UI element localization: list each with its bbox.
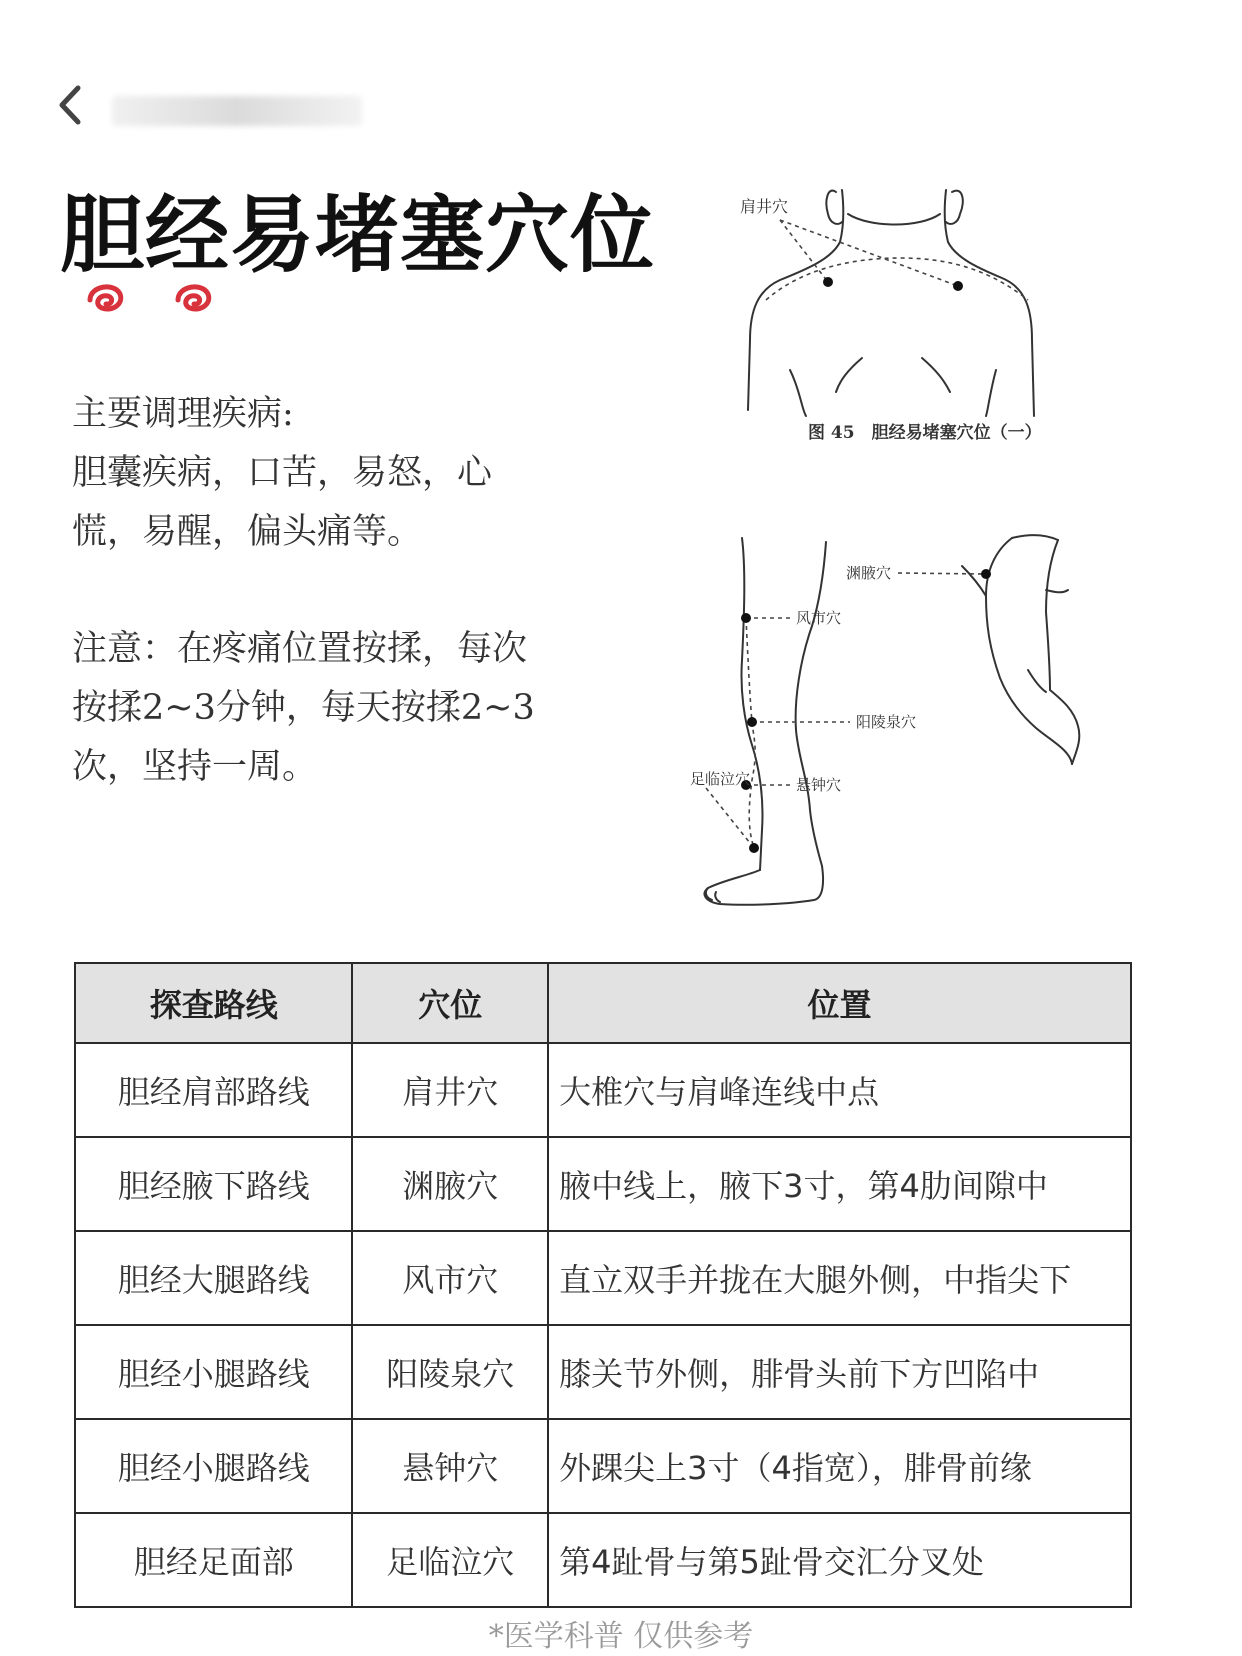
disease-line: 胆囊疾病，口苦，易怒，心 <box>72 453 493 493</box>
table-row <box>75 1513 1131 1607</box>
route-cell: 胆经足面部 <box>75 1513 352 1607</box>
location-cell: 外踝尖上3寸（4指宽），腓骨前缘 <box>548 1419 1131 1513</box>
point-cell: 足临泣穴 <box>352 1513 548 1607</box>
table-row <box>75 1325 1131 1419</box>
point-cell: 肩井穴 <box>352 1043 548 1137</box>
disclaimer-footer: *医学科普 仅供参考 <box>488 1619 754 1654</box>
column-header-point: 穴位 <box>352 963 548 1043</box>
back-button[interactable] <box>52 80 92 130</box>
yanglingquan-label: 阳陵泉穴 <box>856 713 917 731</box>
location-cell: 膝关节外侧，腓骨头前下方凹陷中 <box>548 1325 1131 1419</box>
note-paragraph <box>72 620 562 797</box>
table-row <box>75 1231 1131 1325</box>
xuanzhong-label: 悬钟穴 <box>796 776 842 794</box>
note-line: 次，坚持一周。 <box>72 747 318 787</box>
column-header-location: 位置 <box>548 963 1131 1043</box>
column-header-route: 探查路线 <box>75 963 352 1043</box>
disease-paragraph <box>72 385 562 562</box>
figure1-caption: 图 45 胆经易堵塞穴位（一） <box>808 423 1042 443</box>
table-header-row <box>75 963 1131 1043</box>
route-cell: 胆经小腿路线 <box>75 1419 352 1513</box>
location-cell: 第4趾骨与第5趾骨交汇分叉处 <box>548 1513 1131 1607</box>
leg-acupoint-figure <box>690 530 1110 930</box>
jianjing-label: 肩井穴 <box>740 197 789 216</box>
point-cell: 悬钟穴 <box>352 1419 548 1513</box>
point-cell: 渊腋穴 <box>352 1137 548 1231</box>
acupoint-table <box>74 962 1132 1608</box>
point-cell: 风市穴 <box>352 1231 548 1325</box>
zulinqi-label: 足临泣穴 <box>690 770 751 788</box>
note-line: 注意：在疼痛位置按揉，每次 <box>72 629 528 669</box>
shoulder-acupoint-figure <box>740 180 1060 470</box>
table-row <box>75 1419 1131 1513</box>
red-swirl-icon <box>172 278 216 318</box>
location-cell: 直立双手并拢在大腿外侧，中指尖下 <box>548 1231 1131 1325</box>
disease-label: 主要调理疾病: <box>72 394 294 434</box>
table-row <box>75 1043 1131 1137</box>
route-cell: 胆经腋下路线 <box>75 1137 352 1231</box>
yuanye-label: 渊腋穴 <box>846 564 892 582</box>
point-cell: 阳陵泉穴 <box>352 1325 548 1419</box>
location-cell: 腋中线上，腋下3寸，第4肋间隙中 <box>548 1137 1131 1231</box>
note-line: 按揉2~3分钟，每天按揉2~3 <box>72 688 535 728</box>
page-title: 胆经易堵塞穴位 <box>60 185 656 284</box>
route-cell: 胆经小腿路线 <box>75 1325 352 1419</box>
chevron-left-icon <box>52 80 92 130</box>
route-cell: 胆经肩部路线 <box>75 1043 352 1137</box>
table-row <box>75 1137 1131 1231</box>
location-cell: 大椎穴与肩峰连线中点 <box>548 1043 1131 1137</box>
red-swirl-icon <box>84 278 128 318</box>
disease-line: 慌，易醒，偏头痛等。 <box>72 512 423 552</box>
route-cell: 胆经大腿路线 <box>75 1231 352 1325</box>
fengshi-label: 风市穴 <box>796 609 842 627</box>
blurred-page-title <box>112 96 362 126</box>
